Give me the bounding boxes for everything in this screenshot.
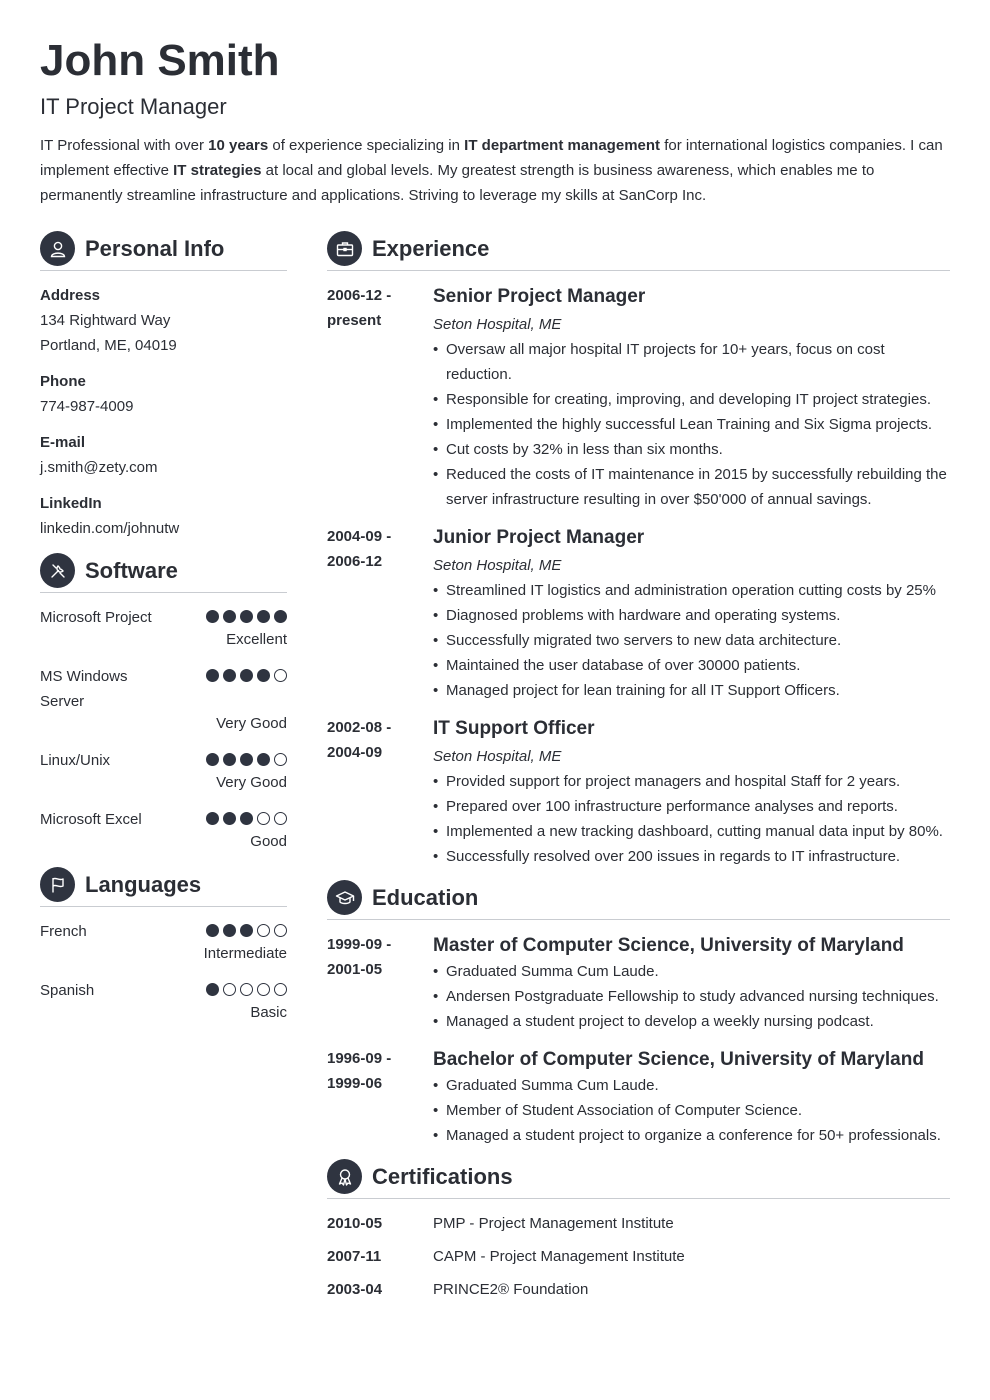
right-column — [327, 231, 950, 1302]
rating-dot-filled — [223, 753, 236, 766]
rating-dots — [206, 983, 287, 996]
bullet-item: • Member of Student Association of Computer Science. — [433, 1098, 950, 1123]
personal-info-header — [40, 231, 287, 266]
rating-dots — [206, 610, 287, 623]
summary-highlight: IT strategies — [173, 162, 262, 179]
entry-body — [433, 283, 950, 512]
bullet-item: • Provided support for project managers and hospital Staff for 2 years. — [433, 769, 950, 794]
bullet-item: • Implemented the highly successful Lean Training and Six Sigma projects. — [433, 412, 950, 437]
rating-dot-empty — [274, 983, 287, 996]
entry-title: Junior Project Manager — [433, 527, 645, 548]
rating-dot-filled — [240, 924, 253, 937]
bullet-item: • Diagnosed problems with hardware and operating systems. — [433, 603, 950, 628]
person-icon — [40, 231, 75, 266]
skill-name: Microsoft Excel — [40, 811, 142, 828]
rating-dot-empty — [257, 983, 270, 996]
summary-highlight: 10 years — [208, 137, 269, 154]
skill-name: MS Windows Server — [40, 668, 128, 710]
skill-row — [40, 978, 287, 1025]
certification-name: CAPM - Project Management Institute — [433, 1248, 685, 1265]
rating-dot-filled — [240, 812, 253, 825]
rating-dots — [206, 812, 287, 825]
bullet-item: • Responsible for creating, improving, and developing IT project strategies. — [433, 387, 950, 412]
languages-header — [40, 867, 287, 902]
entry-bullets — [433, 769, 950, 869]
certification-date: 2003-04 — [327, 1281, 383, 1298]
section-title: Experience — [372, 235, 490, 261]
bullet-item: • Managed project for lean training for all IT Support Officers. — [433, 678, 950, 703]
section-divider — [327, 1198, 950, 1199]
experience-section — [327, 231, 950, 869]
summary-text: at local and global levels. My greatest strength is business awareness, which enables me to permanently streamline infrastructure and applications. Striving to leverage my skills at SanCorp Inc. — [40, 162, 875, 204]
skill-level: Very Good — [216, 715, 287, 732]
date-start: 2002-08 - — [327, 719, 392, 736]
languages-section — [40, 867, 287, 1025]
certifications-header — [327, 1159, 950, 1194]
rating-dots — [206, 669, 287, 682]
date-end: present — [327, 312, 382, 329]
entry-row — [327, 932, 950, 1034]
skill-name: French — [40, 923, 87, 940]
entry-date — [327, 932, 433, 1034]
address-label: Address — [40, 287, 101, 304]
education-header — [327, 880, 950, 915]
rating-dot-filled — [223, 812, 236, 825]
skill-level: Very Good — [216, 774, 287, 791]
entry-company: Seton Hospital, ME — [433, 316, 562, 333]
skill-row — [40, 807, 287, 854]
linkedin-value: linkedin.com/johnutw — [40, 520, 180, 537]
entry-body — [433, 524, 950, 703]
bullet-item: • Implemented a new tracking dashboard, cutting manual data input by 80%. — [433, 819, 950, 844]
bullet-item: • Successfully resolved over 200 issues in regards to IT infrastructure. — [433, 844, 950, 869]
experience-header — [327, 231, 950, 266]
email-label: E-mail — [40, 434, 86, 451]
language-list — [40, 919, 287, 1025]
rating-dot-filled — [206, 669, 219, 682]
certification-list — [327, 1211, 950, 1302]
email-value: j.smith@zety.com — [40, 459, 158, 476]
bullet-item: • Graduated Summa Cum Laude. — [433, 959, 950, 984]
rating-dot-filled — [257, 669, 270, 682]
section-divider — [327, 919, 950, 920]
rating-dot-filled — [240, 753, 253, 766]
award-ribbon-icon — [327, 1159, 362, 1194]
rating-dot-filled — [257, 610, 270, 623]
software-header — [40, 553, 287, 588]
certification-name: PMP - Project Management Institute — [433, 1215, 674, 1232]
date-end: 2004-09 — [327, 744, 383, 761]
rating-dot-filled — [206, 610, 219, 623]
candidate-name: John Smith — [40, 36, 280, 85]
summary-text: for international logistics companies. I can implement effective — [40, 137, 943, 179]
entry-bullets — [433, 1073, 950, 1148]
rating-dot-filled — [206, 753, 219, 766]
entry-date — [327, 524, 433, 703]
profile-summary — [40, 133, 950, 208]
entry-date — [327, 715, 433, 869]
rating-dot-empty — [274, 924, 287, 937]
entry-title: IT Support Officer — [433, 718, 595, 739]
entry-body — [433, 932, 950, 1034]
address-line-1: 134 Rightward Way — [40, 312, 171, 329]
entry-row — [327, 283, 950, 512]
rating-dot-filled — [223, 610, 236, 623]
entry-body — [433, 715, 950, 869]
bullet-item: • Streamlined IT logistics and administration operation cutting costs by 25% — [433, 578, 950, 603]
bullet-item: • Graduated Summa Cum Laude. — [433, 1073, 950, 1098]
skill-row — [40, 605, 287, 652]
rating-dot-filled — [240, 610, 253, 623]
summary-highlight: IT department management — [464, 137, 661, 154]
rating-dot-empty — [257, 924, 270, 937]
rating-dot-filled — [274, 610, 287, 623]
section-title: Software — [85, 557, 178, 583]
rating-dot-empty — [240, 983, 253, 996]
phone-label: Phone — [40, 373, 86, 390]
section-title: Languages — [85, 871, 202, 897]
date-start: 2004-09 - — [327, 528, 392, 545]
personal-info-section — [40, 231, 287, 541]
skill-level: Excellent — [226, 631, 287, 648]
phone-value: 774-987-4009 — [40, 398, 134, 415]
entry-date — [327, 1046, 433, 1148]
tools-icon — [40, 553, 75, 588]
bullet-item: • Cut costs by 32% in less than six months. — [433, 437, 950, 462]
entry-row — [327, 715, 950, 869]
date-end: 1999-06 — [327, 1075, 383, 1092]
summary-text: of experience specializing in — [268, 137, 465, 154]
graduation-cap-icon — [327, 880, 362, 915]
skill-level: Intermediate — [203, 945, 287, 962]
bullet-item: • Successfully migrated two servers to new data architecture. — [433, 628, 950, 653]
skill-row — [40, 919, 287, 966]
date-end: 2001-05 — [327, 961, 383, 978]
entry-body — [433, 1046, 950, 1148]
briefcase-icon — [327, 231, 362, 266]
section-title: Education — [372, 884, 479, 910]
bullet-item: • Reduced the costs of IT maintenance in 2015 by successfully rebuilding the server infrastructure resulting in over $50'000 of annual savings. — [433, 462, 950, 512]
bullet-item: • Managed a student project to organize a conference for 50+ professionals. — [433, 1123, 950, 1148]
entry-title: Master of Computer Science, University of Maryland — [433, 935, 904, 956]
linkedin-label: LinkedIn — [40, 495, 102, 512]
entry-title: Bachelor of Computer Science, University of Maryland — [433, 1049, 924, 1070]
rating-dot-filled — [206, 924, 219, 937]
certification-row — [327, 1211, 950, 1236]
section-divider — [40, 592, 287, 593]
bullet-item: • Maintained the user database of over 30000 patients. — [433, 653, 950, 678]
experience-list — [327, 283, 950, 869]
skill-name: Spanish — [40, 982, 95, 999]
rating-dots — [206, 753, 287, 766]
rating-dot-filled — [223, 669, 236, 682]
section-title: Personal Info — [85, 235, 225, 261]
bullet-item: • Andersen Postgraduate Fellowship to study advanced nursing techniques. — [433, 984, 950, 1009]
bullet-item: • Managed a student project to develop a weekly nursing podcast. — [433, 1009, 950, 1034]
rating-dot-empty — [274, 669, 287, 682]
skill-row — [40, 664, 287, 736]
entry-company: Seton Hospital, ME — [433, 748, 562, 765]
date-end: 2006-12 — [327, 553, 383, 570]
rating-dot-empty — [223, 983, 236, 996]
resume-header — [40, 36, 950, 208]
rating-dot-filled — [257, 753, 270, 766]
entry-bullets — [433, 578, 950, 703]
software-section — [40, 553, 287, 854]
skill-level: Good — [250, 833, 287, 850]
skill-name: Linux/Unix — [40, 752, 111, 769]
rating-dot-filled — [223, 924, 236, 937]
rating-dot-empty — [274, 812, 287, 825]
flag-icon — [40, 867, 75, 902]
candidate-title: IT Project Manager — [40, 94, 227, 119]
skill-level: Basic — [250, 1004, 287, 1021]
entry-row — [327, 1046, 950, 1148]
certification-row — [327, 1277, 950, 1302]
rating-dot-filled — [206, 812, 219, 825]
rating-dot-empty — [274, 753, 287, 766]
summary-text: IT Professional with over — [40, 137, 209, 154]
skill-row — [40, 748, 287, 795]
date-start: 2006-12 - — [327, 287, 392, 304]
certification-date: 2010-05 — [327, 1215, 383, 1232]
left-column — [40, 231, 287, 1025]
certifications-section — [327, 1159, 950, 1302]
section-divider — [327, 270, 950, 271]
date-start: 1999-09 - — [327, 936, 392, 953]
bullet-item: • Prepared over 100 infrastructure performance analyses and reports. — [433, 794, 950, 819]
section-title: Certifications — [372, 1163, 513, 1189]
skill-name: Microsoft Project — [40, 609, 152, 626]
bullet-item: • Oversaw all major hospital IT projects for 10+ years, focus on cost reduction. — [433, 337, 950, 387]
entry-title: Senior Project Manager — [433, 286, 646, 307]
rating-dot-filled — [240, 669, 253, 682]
date-start: 1996-09 - — [327, 1050, 392, 1067]
section-divider — [40, 906, 287, 907]
entry-row — [327, 524, 950, 703]
education-list — [327, 932, 950, 1148]
entry-bullets — [433, 337, 950, 512]
rating-dot-empty — [257, 812, 270, 825]
rating-dots — [206, 924, 287, 937]
education-section — [327, 880, 950, 1148]
certification-date: 2007-11 — [327, 1248, 382, 1265]
certification-name: PRINCE2® Foundation — [433, 1281, 589, 1298]
entry-date — [327, 283, 433, 512]
certification-row — [327, 1244, 950, 1269]
entry-company: Seton Hospital, ME — [433, 557, 562, 574]
address-line-2: Portland, ME, 04019 — [40, 337, 177, 354]
software-list — [40, 605, 287, 854]
rating-dot-filled — [206, 983, 219, 996]
entry-bullets — [433, 959, 950, 1034]
section-divider — [40, 270, 287, 271]
